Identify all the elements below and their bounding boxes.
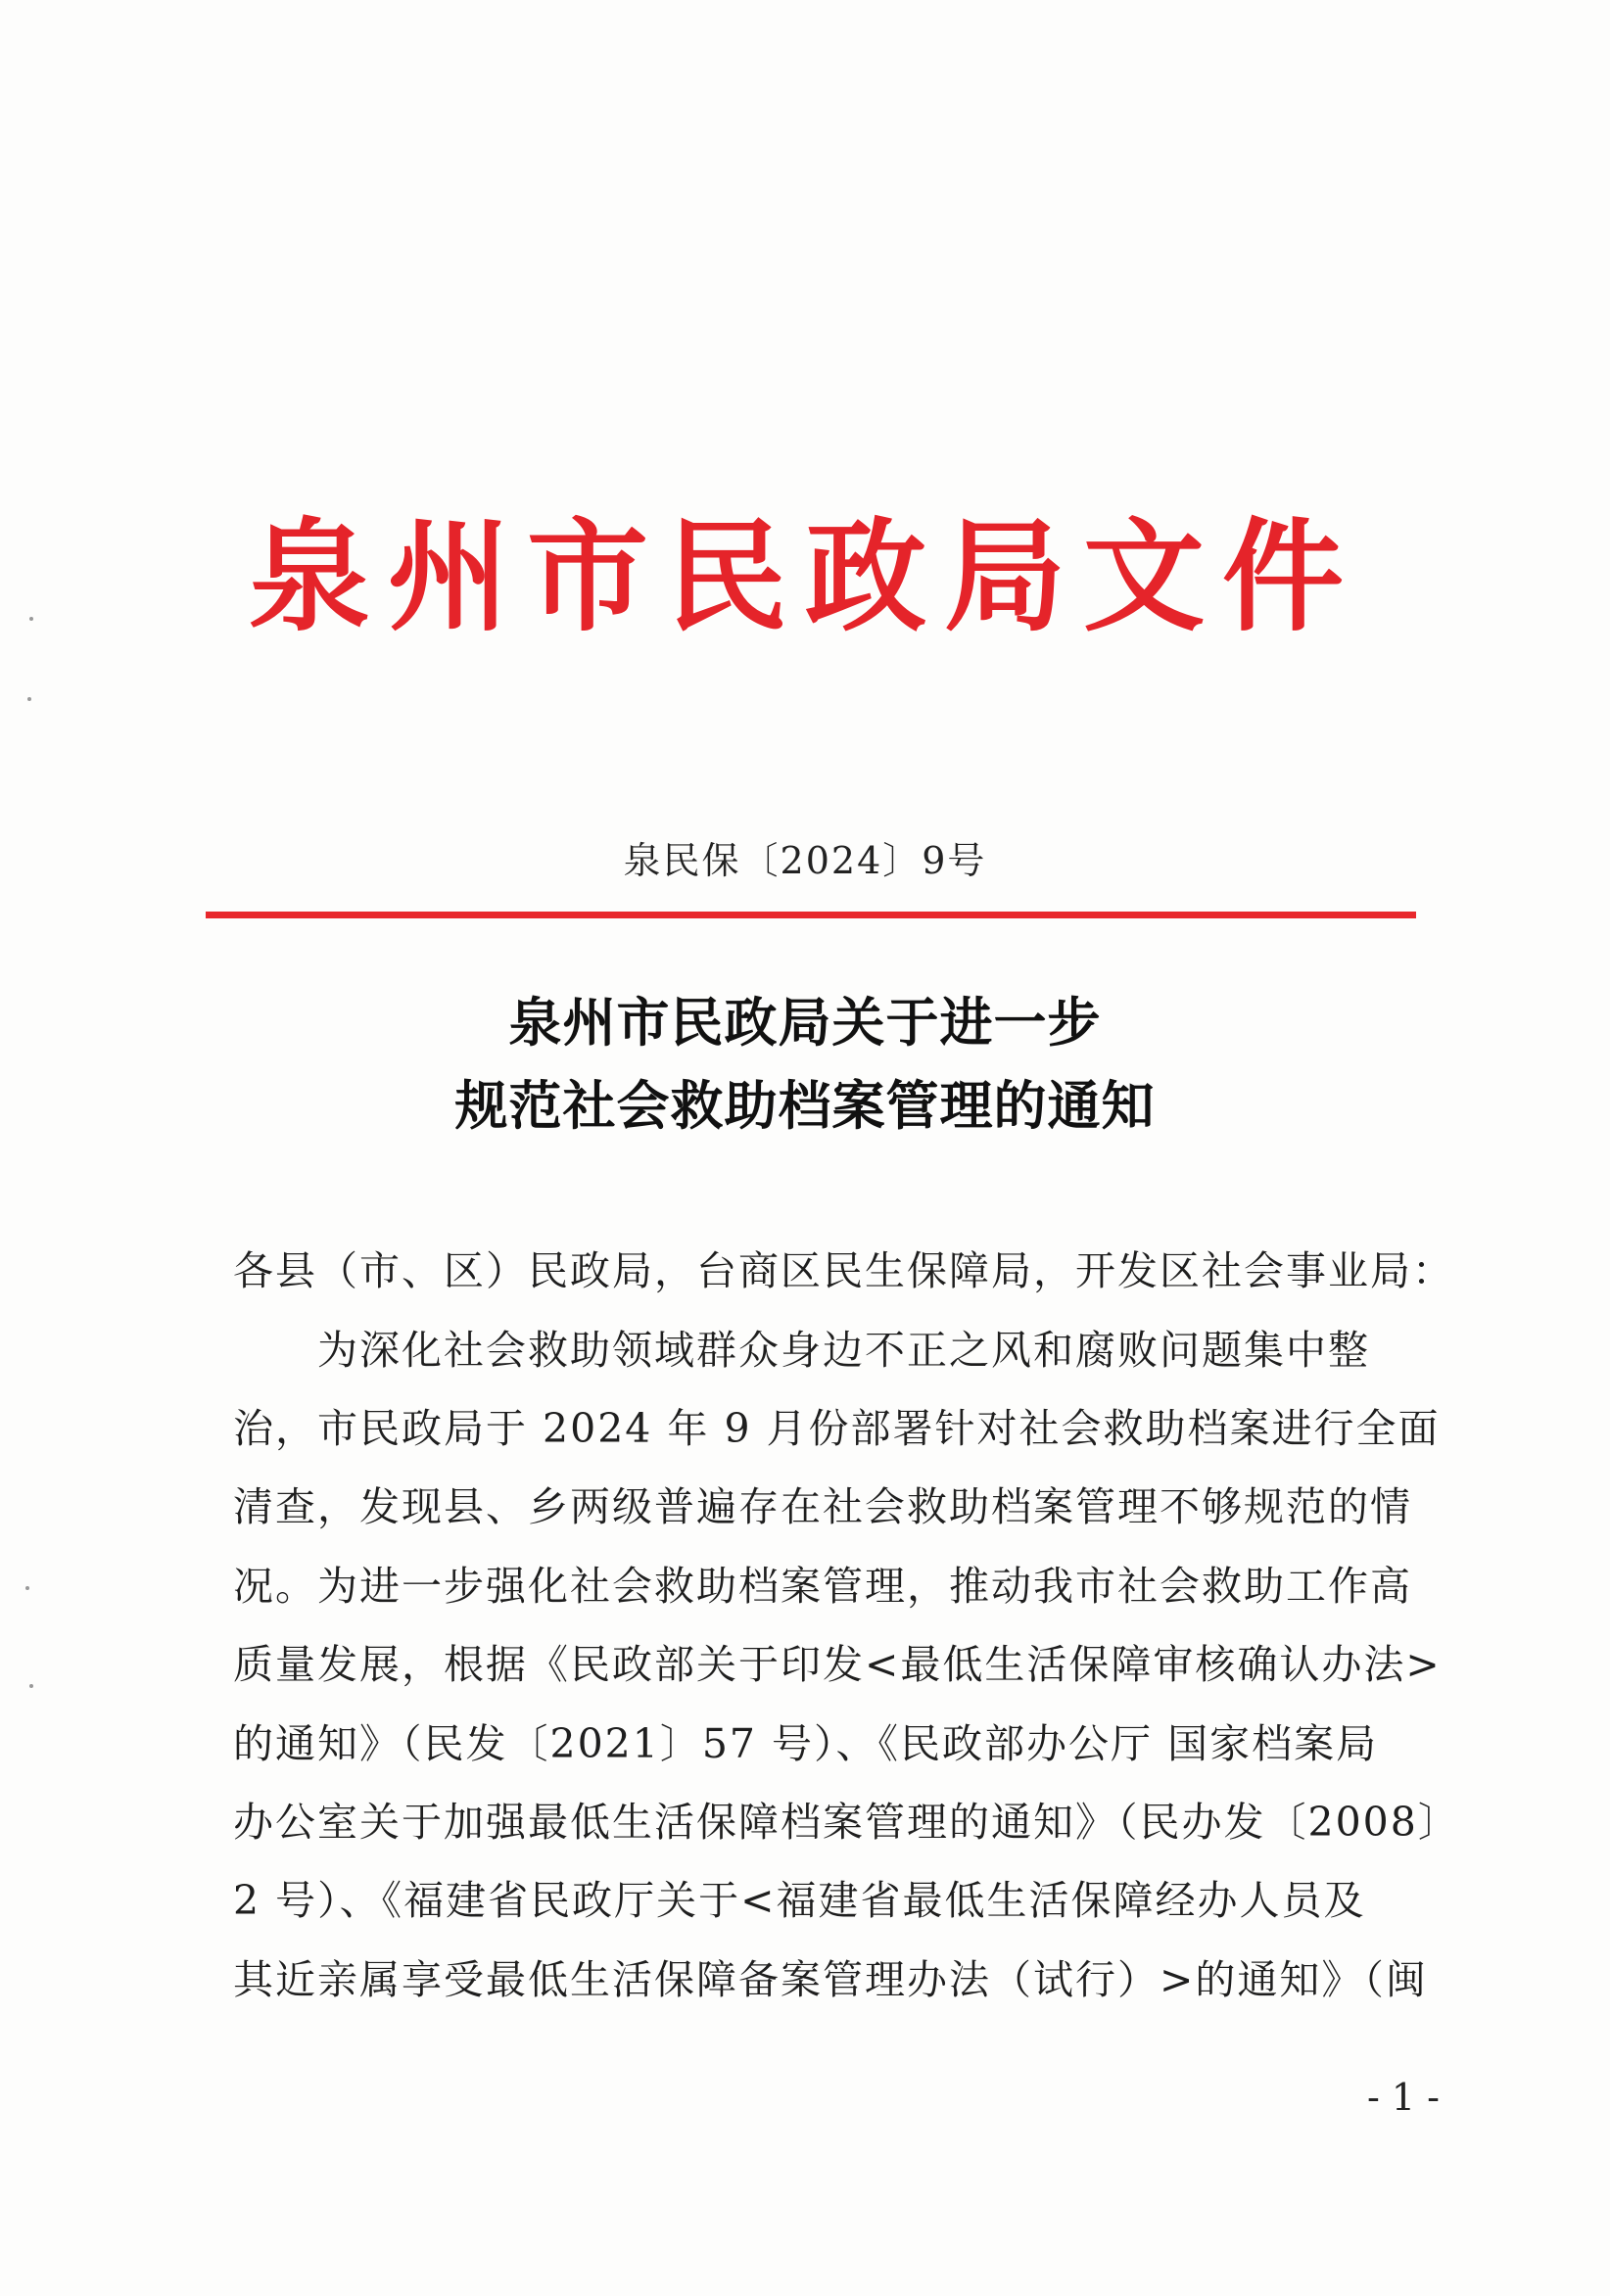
- body-line: 为深化社会救助领域群众身边不正之风和腐败问题集中整: [317, 1327, 1370, 1374]
- notice-title-line-2: 规范社会救助档案管理的通知: [454, 1075, 1156, 1137]
- body-line: 治，市民政局于 2024 年 9 月份部署针对社会救助档案进行全面: [233, 1405, 1441, 1452]
- scan-speck: [25, 1586, 29, 1590]
- body-line: 质量发展，根据《民政部关于印发<最低生活保障审核确认办法>: [233, 1641, 1442, 1688]
- addressee-line: 各县（市、区）民政局，台商区民生保障局，开发区社会事业局：: [233, 1247, 1454, 1294]
- scan-speck: [29, 617, 33, 621]
- masthead-title: 泉州市民政局文件: [248, 507, 1361, 648]
- red-divider-line: [206, 912, 1416, 918]
- body-line: 况。为进一步强化社会救助档案管理，推动我市社会救助工作高: [233, 1563, 1412, 1610]
- notice-title-line-1: 泉州市民政局关于进一步: [508, 992, 1102, 1054]
- body-line: 办公室关于加强最低生活保障档案管理的通知》（民办发〔2008〕: [233, 1799, 1460, 1846]
- scan-speck: [27, 697, 31, 701]
- document-number: 泉民保〔2024〕9号: [623, 839, 987, 882]
- body-line: 清查，发现县、乡两级普遍存在社会救助档案管理不够规范的情: [233, 1483, 1412, 1530]
- page-number: - 1 -: [1366, 2076, 1440, 2119]
- body-line: 的通知》（民发〔2021〕57 号）、《民政部办公厅 国家档案局: [233, 1720, 1379, 1767]
- scan-speck: [29, 1684, 33, 1688]
- body-line: 其近亲属享受最低生活保障备案管理办法（试行）>的通知》（闽: [233, 1956, 1428, 2003]
- body-line: 2 号）、《福建省民政厅关于<福建省最低生活保障经办人员及: [233, 1877, 1366, 1924]
